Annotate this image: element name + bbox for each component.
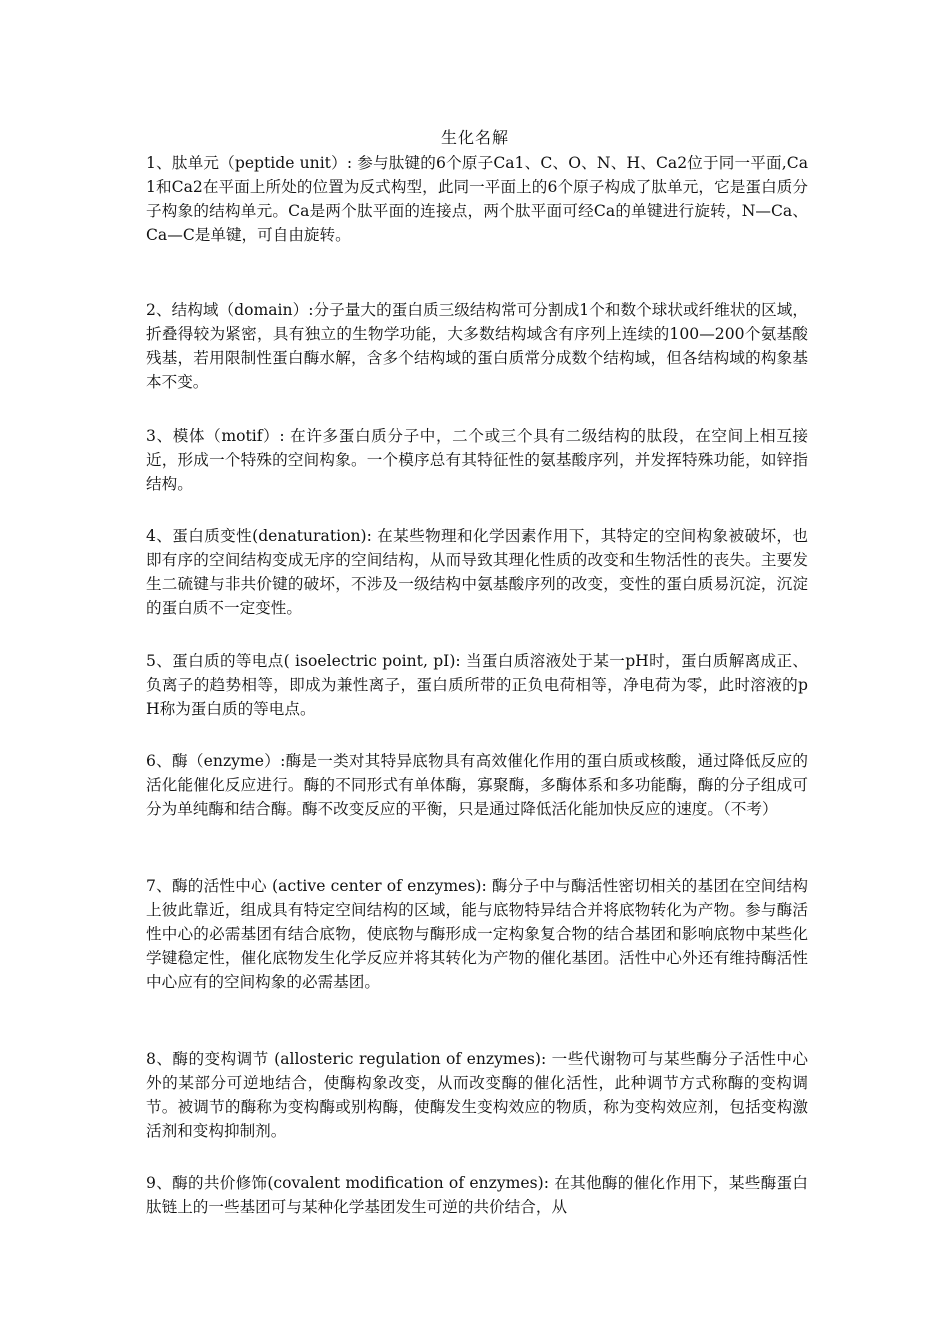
paragraph-active-center: 7、酶的活性中心 (active center of enzymes): 酶分子中与酶活性密切相关的基团在空间结构上彼此靠近，组成具有特定空间结构的区域，能与底物特异结合并将底物转化为产物。参与酶活性中心的必需基团有结合底物，使底物与酶形成一定构象复合物的结合基团和影响底物中某些化学键稳定性，催化底物发生化学反应并将其转化为产物的催化基团。活性中心外还有维持酶活性中心应有的空间构象的必需基团。 — [146, 877, 808, 991]
paragraph-allosteric-regulation: 8、酶的变构调节 (allosteric regulation of enzymes): 一些代谢物可与某些酶分子活性中心外的某部分可逆地结合，使酶构象改变，从而改变酶的催化活性，此种调节方式称酶的变构调节。被调节的酶称为变构酶或别构酶，使酶发生变构效应的物质，称为变构效应剂，包括变构激活剂和变构抑制剂。 — [146, 1050, 808, 1140]
document-title: 生化名解 — [440, 128, 509, 147]
paragraph-enzyme: 6、酶（enzyme）:酶是一类对其特异底物具有高效催化作用的蛋白质或核酸，通过降低反应的活化能催化反应进行。酶的不同形式有单体酶，寡聚酶，多酶体系和多功能酶，酶的分子组成可分为单纯酶和结合酶。酶不改变反应的平衡，只是通过降低活化能加快反应的速度。（不考） — [146, 752, 808, 818]
paragraph-domain: 2、结构域（domain）:分子量大的蛋白质三级结构常可分割成1个和数个球状或纤维状的区域，折叠得较为紧密，具有独立的生物学功能，大多数结构域含有序列上连续的100—200个氨基酸残基，若用限制性蛋白酶水解，含多个结构域的蛋白质常分成数个结构域，但各结构域的构象基本不变。 — [146, 301, 808, 391]
paragraph-motif: 3、模体（motif）: 在许多蛋白质分子中，二个或三个具有二级结构的肽段，在空间上相互接近，形成一个特殊的空间构象。一个模序总有其特征性的氨基酸序列，并发挥特殊功能，如锌指结构。 — [146, 427, 808, 493]
paragraph-peptide-unit: 1、肽单元（peptide unit）: 参与肽键的6个原子Ca1、C、O、N、H、Ca2位于同一平面,Ca1和Ca2在平面上所处的位置为反式构型，此同一平面上的6个原子构成了肽单元，它是蛋白质分子构象的结构单元。Ca是两个肽平面的连接点，两个肽平面可经Ca的单键进行旋转，N—Ca、Ca—C是单键，可自由旋转。 — [146, 154, 808, 244]
paragraph-covalent-modification: 9、酶的共价修饰(covalent modification of enzymes): 在其他酶的催化作用下，某些酶蛋白肽链上的一些基团可与某种化学基团发生可逆的共价结合，从 — [146, 1174, 808, 1216]
paragraph-isoelectric-point: 5、蛋白质的等电点( isoelectric point, pI): 当蛋白质溶液处于某一pH时，蛋白质解离成正、负离子的趋势相等，即成为兼性离子，蛋白质所带的正负电荷相等，净电荷为零，此时溶液的pH称为蛋白质的等电点。 — [146, 652, 808, 718]
paragraph-denaturation: 4、蛋白质变性(denaturation): 在某些物理和化学因素作用下，其特定的空间构象被破坏，也即有序的空间结构变成无序的空间结构，从而导致其理化性质的改变和生物活性的丧失。主要发生二硫键与非共价键的破坏，不涉及一级结构中氨基酸序列的改变，变性的蛋白质易沉淀，沉淀的蛋白质不一定变性。 — [146, 527, 808, 617]
